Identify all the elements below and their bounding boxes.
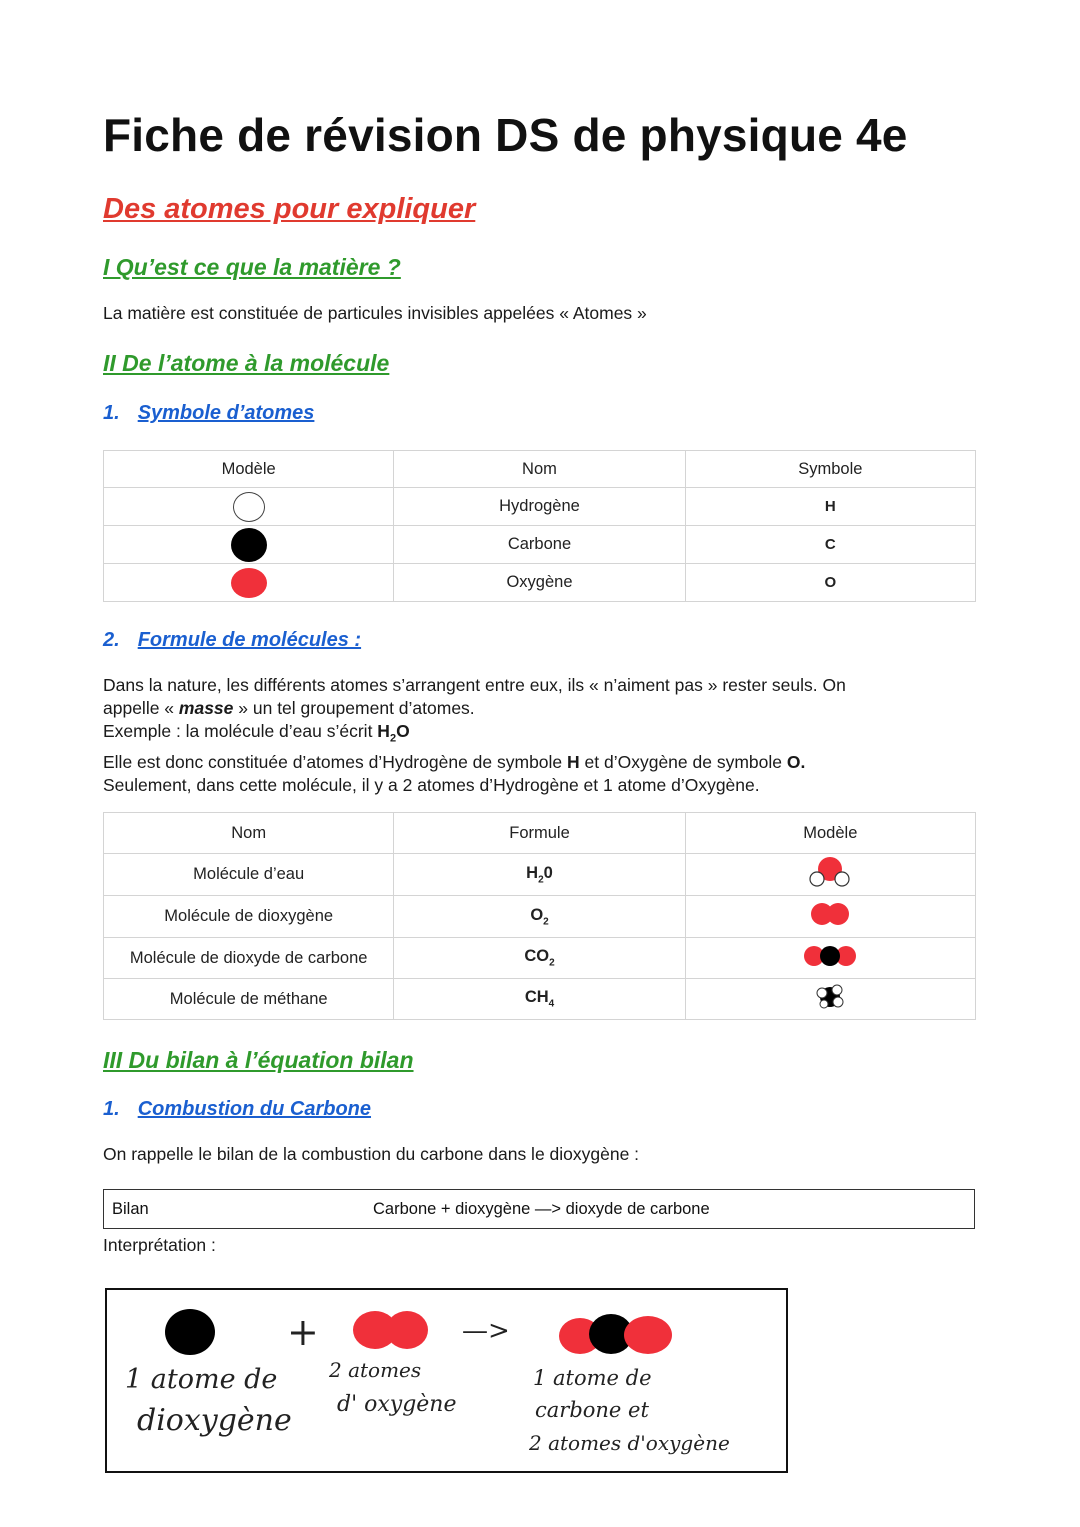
note-oxygen-line1: 2 atomes: [329, 1358, 422, 1382]
paragraph-line: [103, 697, 973, 720]
formula-text: O: [530, 905, 544, 924]
name-cell: Molécule de dioxyde de carbone: [104, 938, 394, 979]
paragraph-line: [103, 751, 973, 774]
interpretation-drawing: [105, 1288, 788, 1473]
subheading-number: 1.: [103, 402, 120, 424]
note-carbon-line2: dioxygène: [137, 1403, 292, 1438]
name-cell: Oxygène: [394, 564, 685, 602]
formula-text: H: [526, 863, 539, 882]
table-row: [104, 854, 976, 896]
formula-text: CO: [524, 947, 550, 966]
section-heading: Des atomes pour expliquer: [103, 193, 476, 225]
plus-sign: +: [287, 1310, 319, 1354]
atoms-table: [103, 450, 976, 602]
formula-subscript: 2: [389, 732, 397, 745]
note-carbon-line1: 1 atome de: [125, 1364, 278, 1395]
carbon-dioxide-molecule-icon: [798, 942, 862, 970]
model-cell: [685, 938, 975, 979]
text-span: » un tel groupement d’atomes.: [233, 698, 475, 718]
name-cell: Molécule d’eau: [104, 854, 394, 896]
text-span: appelle «: [103, 698, 179, 718]
model-cell: [104, 564, 394, 602]
subheading-atom-symbols: [103, 402, 314, 425]
formula-cell: [394, 854, 685, 896]
note-oxygen-line2: d' oxygène: [337, 1392, 457, 1417]
column-header: Nom: [394, 451, 685, 488]
column-header: Formule: [394, 813, 685, 854]
formula-text: H: [377, 721, 390, 741]
text-span: et d’Oxygène de symbole: [579, 751, 787, 772]
model-cell: [104, 526, 394, 564]
subheading-label: Combustion du Carbone: [137, 1098, 372, 1120]
oxygen-atom-drawing: [624, 1316, 672, 1354]
molecules-table: [103, 812, 976, 1020]
oxygen-atom-drawing: [386, 1311, 428, 1349]
subheading-label: Symbole d’atomes: [137, 402, 315, 424]
table-row: [104, 979, 976, 1020]
symbol-cell: O: [685, 564, 975, 602]
part1-text: La matière est constituée de particules invisibles appelées « Atomes »: [103, 303, 647, 323]
subheading-label: Formule de molécules :: [137, 629, 362, 651]
model-cell: [685, 896, 975, 938]
subheading-carbon-combustion: [103, 1098, 371, 1121]
paragraph-line: Dans la nature, les différents atomes s’arrangent entre eux, ils « n’aiment pas » rester seuls. On: [103, 675, 846, 695]
subheading-number: 1.: [103, 1098, 120, 1120]
column-header: Nom: [104, 813, 394, 854]
reaction-arrow: —>: [462, 1316, 510, 1346]
text-span: Elle est donc constituée d’atomes d’Hydrogène de symbole: [103, 751, 568, 772]
white-atom-icon: [233, 492, 265, 522]
text-span: Exemple : la molécule d’eau s’écrit: [103, 721, 378, 741]
dioxygen-molecule-icon: [800, 899, 860, 929]
column-header: Modèle: [104, 451, 394, 488]
symbol-text: O.: [786, 751, 806, 772]
column-header: Modèle: [685, 813, 975, 854]
symbol-text: H: [567, 751, 580, 772]
name-cell: Molécule de méthane: [104, 979, 394, 1020]
table-row: [104, 896, 976, 938]
table-row: [104, 526, 976, 564]
water-molecule-icon: [800, 854, 860, 890]
emphasis-text: masse: [178, 698, 234, 718]
molecule-paragraph: [103, 674, 973, 797]
formula-text: O: [396, 721, 410, 741]
formula-subscript: 2: [538, 874, 544, 886]
red-atom-icon: [231, 568, 267, 598]
formula-subscript: 4: [548, 998, 555, 1010]
model-cell: [685, 854, 975, 896]
subheading-number: 2.: [103, 629, 120, 651]
formula-subscript: 2: [549, 957, 555, 969]
bilan-equation: Carbone + dioxygène —> dioxyde de carbone: [373, 1200, 710, 1218]
part3-heading: III Du bilan à l’équation bilan: [103, 1047, 414, 1073]
name-cell: Hydrogène: [394, 488, 685, 526]
bilan-box: [103, 1189, 975, 1229]
formula-text: 0: [543, 863, 553, 882]
methane-molecule-icon: [812, 982, 848, 1012]
paragraph-line: [103, 720, 973, 751]
carbon-atom-drawing: [165, 1309, 215, 1355]
note-co2-line2: carbone et: [535, 1398, 649, 1422]
table-header-row: [104, 451, 976, 488]
name-cell: Carbone: [394, 526, 685, 564]
table-row: [104, 564, 976, 602]
page-title: Fiche de révision DS de physique 4e: [103, 109, 908, 161]
symbol-cell: H: [685, 488, 975, 526]
subheading-molecule-formulas: [103, 629, 361, 652]
table-row: [104, 488, 976, 526]
paragraph-line: Seulement, dans cette molécule, il y a 2 atomes d’Hydrogène et 1 atome d’Oxygène.: [103, 774, 760, 795]
note-co2-line3: 2 atomes d'oxygène: [529, 1431, 730, 1455]
column-header: Symbole: [685, 451, 975, 488]
formula-cell: [394, 896, 685, 938]
model-cell: [104, 488, 394, 526]
formula-text: CH: [524, 988, 549, 1007]
black-atom-icon: [231, 528, 267, 562]
formula-cell: [394, 938, 685, 979]
name-cell: Molécule de dioxygène: [104, 896, 394, 938]
table-header-row: [104, 813, 976, 854]
part2-heading: II De l’atome à la molécule: [103, 350, 390, 376]
interpretation-label: Interprétation :: [103, 1235, 216, 1255]
formula-subscript: 2: [543, 916, 549, 928]
bilan-label: Bilan: [112, 1200, 149, 1218]
part1-heading: I Qu’est ce que la matière ?: [103, 254, 401, 280]
model-cell: [685, 979, 975, 1020]
table-row: [104, 938, 976, 979]
symbol-cell: C: [685, 526, 975, 564]
combustion-intro: On rappelle le bilan de la combustion du carbone dans le dioxygène :: [103, 1144, 640, 1164]
formula-cell: [394, 979, 685, 1020]
note-co2-line1: 1 atome de: [533, 1366, 652, 1390]
